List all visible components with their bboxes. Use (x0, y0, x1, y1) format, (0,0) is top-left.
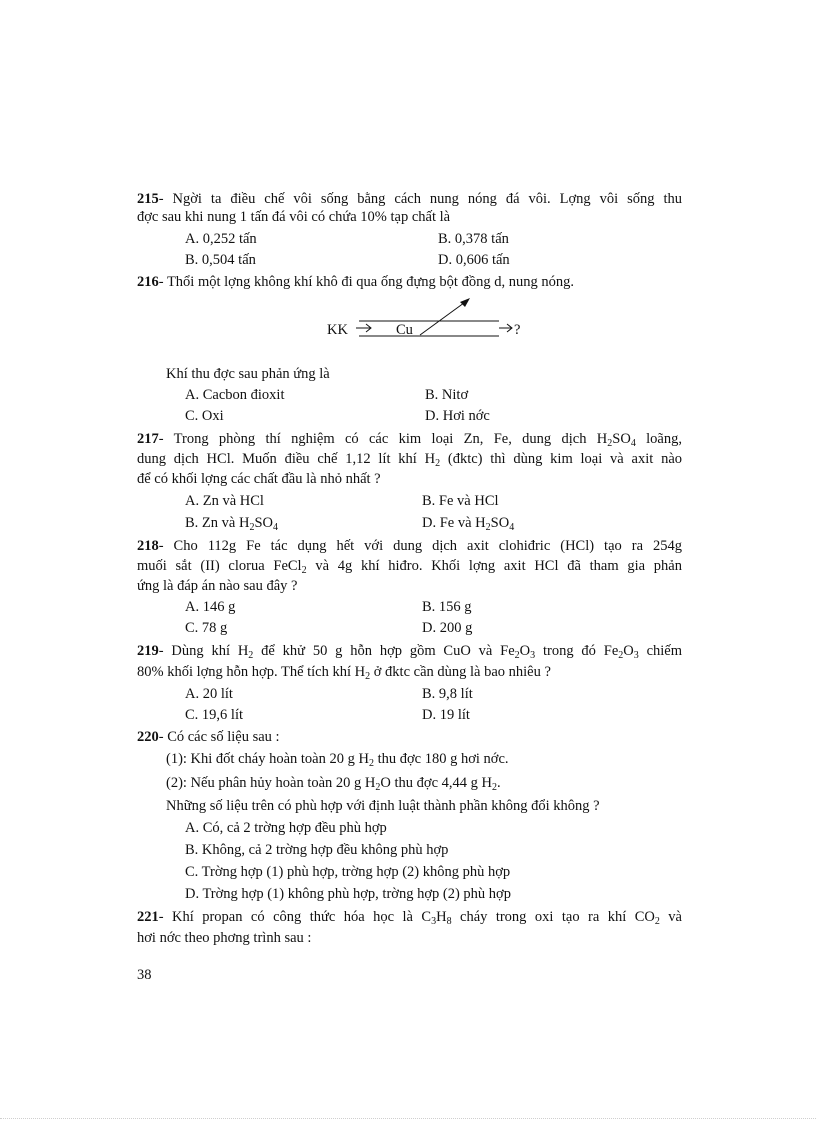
q221-text-1c: cháy trong oxi tạo ra khí CO (451, 909, 655, 925)
q219-option-a: A. 20 lít (185, 686, 233, 702)
q219-option-b: B. 9,8 lít (422, 686, 473, 702)
q220-s2-sub2: 2 (491, 782, 497, 793)
q219-sub-3: 3 (530, 650, 536, 661)
q220-statement-1 (166, 749, 509, 774)
q215-text-1: - Ngời ta điều chế vôi sống bằng cách nung nóng đá vôi. Lợng vôi sống thu (158, 191, 682, 207)
q216-option-d: D. Hơi nớc (425, 408, 490, 424)
bottom-dotted-border (0, 1118, 816, 1120)
q217-opt-d-a: D. Fe và H (422, 515, 486, 531)
q219-text-1f: chiếm (638, 643, 683, 659)
q215-option-a: A. 0,252 tấn (185, 231, 257, 247)
diagram-result-label: ? (514, 322, 521, 338)
q219-text-1e: O (623, 643, 634, 659)
q220-option-d: D. Trờng hợp (1) không phù hợp, trờng hợp (2) phù hợp (185, 886, 511, 902)
q219-text-1c: O (519, 643, 531, 659)
q219-text-1d: trong đó Fe (535, 643, 619, 659)
q220-statement-2 (166, 773, 501, 798)
q218-sub-1: 2 (301, 565, 307, 576)
q219-option-d: D. 19 lít (422, 707, 470, 723)
q220-question: Những số liệu trên có phù hợp với định luật thành phần không đổi không ? (166, 798, 600, 814)
q216-option-a: A. Cacbon đioxit (185, 387, 285, 403)
q220-number: 220 (137, 729, 159, 745)
q219-sub-1: 2 (248, 650, 254, 661)
tube-diagram-svg (325, 295, 535, 345)
q219-option-c: C. 19,6 lít (185, 707, 244, 723)
q221-sub-2: 8 (446, 916, 452, 927)
reaction-tube-diagram (325, 295, 535, 345)
q217-line3: để có khối lợng các chất đầu là nhỏ nhất ? (137, 471, 381, 487)
q219-number: 219 (137, 643, 159, 659)
q221-number: 221 (137, 909, 159, 925)
q217-opt-c-a: B. Zn và H (185, 515, 250, 531)
q217-text-1b: SO (612, 431, 631, 447)
q216-text-1: - Thổi một lợng không khí khô đi qua ống đựng bột đồng d, nung nóng. (158, 274, 574, 290)
q219-text-1b: để khử 50 g hỗn hợp gồm CuO và Fe (253, 643, 515, 659)
q217-option-d (422, 513, 514, 538)
q220-option-b: B. Không, cả 2 trờng hợp đều không phù hợp (185, 842, 449, 858)
q217-option-b: B. Fe và HCl (422, 493, 499, 509)
q220-option-c: C. Trờng hợp (1) phù hợp, trờng hợp (2) không phù hợp (185, 864, 511, 880)
q218-text-1: - Cho 112g Fe tác dụng hết với dung dịch axit clohiđric (HCl) tạo ra 254g (158, 538, 682, 554)
q216-option-c: C. Oxi (185, 408, 224, 424)
q216-prompt: Khí thu đợc sau phản ứng là (166, 366, 330, 382)
q220-s2-c: . (496, 775, 501, 791)
q219-text-2a: 80% khối lợng hỗn hợp. Thể tích khí H (137, 664, 366, 680)
q217-opt-c-b: SO (254, 515, 273, 531)
heating-arrowhead-icon (460, 298, 470, 307)
q218-line3: ứng là đáp án nào sau đây ? (137, 578, 298, 594)
q218-text-2b: và 4g khí hiđro. Khối lợng axit HCl đã tham gia phản (306, 558, 682, 574)
q219-text-2b: ở đktc cần dùng là bao nhiêu ? (370, 664, 551, 680)
q219-sub-2: 2 (514, 650, 520, 661)
q221-text-1d: và (659, 909, 682, 925)
q217-text-2b: (đktc) thì dùng kim loại và axit nào (440, 451, 683, 467)
q215-line2: đợc sau khi nung 1 tấn đá vôi có chứa 10% tạp chất là (137, 209, 451, 225)
q218-option-b: B. 156 g (422, 599, 472, 615)
q216-number: 216 (137, 274, 159, 290)
q218-line1 (137, 536, 682, 557)
q217-sub-3: 2 (435, 458, 441, 469)
q220-line1 (137, 727, 682, 748)
q218-option-d: D. 200 g (422, 620, 473, 636)
q220-s2-a: (2): Nếu phân hủy hoàn toàn 20 g H (166, 775, 376, 791)
q215-option-d: D. 0,606 tấn (438, 252, 510, 268)
diagram-cu-label: Cu (396, 322, 413, 338)
q217-sub-1: 2 (607, 438, 613, 449)
q217-opt-d-sub2: 4 (509, 522, 515, 533)
q217-text-2a: dung dịch HCl. Muốn điều chế 1,12 lít khí H (137, 451, 436, 467)
q217-opt-c-sub: 2 (249, 522, 255, 533)
q220-option-a: A. Có, cả 2 trờng hợp đều phù hợp (185, 820, 387, 836)
q221-line2: hơi nớc theo phơng trình sau : (137, 930, 312, 946)
q217-text-1c: loãng, (635, 431, 682, 447)
heating-arrow-icon (420, 300, 468, 335)
diagram-kk-label: KK (327, 322, 348, 338)
q215-number: 215 (137, 191, 159, 207)
q217-text-1a: - Trong phòng thí nghiệm có các kim loại Zn, Fe, dung dịch H (158, 431, 608, 447)
q220-text-1: - Có các số liệu sau : (158, 729, 280, 745)
q219-text-1a: - Dùng khí H (158, 643, 249, 659)
q220-s1-sub: 2 (368, 758, 374, 769)
q220-s1-a: (1): Khi đốt cháy hoàn toàn 20 g H (166, 751, 369, 767)
q220-s1-b: thu đợc 180 g hơi nớc. (373, 751, 509, 767)
q215-option-b: B. 0,378 tấn (438, 231, 509, 247)
q221-text-1b: H (436, 909, 447, 925)
q217-opt-c-sub2: 4 (272, 522, 278, 533)
q217-opt-d-b: SO (490, 515, 510, 531)
q220-s2-b: O thu đợc 4,44 g H (380, 775, 492, 791)
q219-sub-6: 2 (365, 671, 371, 682)
q221-text-1a: - Khí propan có công thức hóa học là C (158, 909, 432, 925)
q216-line1 (137, 272, 682, 293)
q221-sub-3: 2 (654, 916, 660, 927)
q221-sub-1: 3 (431, 916, 437, 927)
q218-text-2a: muối sắt (II) clorua FeCl (137, 558, 302, 574)
q217-number: 217 (137, 431, 159, 447)
q217-opt-d-sub: 2 (485, 522, 491, 533)
q218-number: 218 (137, 538, 159, 554)
q219-sub-4: 2 (618, 650, 624, 661)
q216-option-b: B. Nitơ (425, 387, 469, 403)
q217-option-c (185, 513, 278, 538)
q218-option-c: C. 78 g (185, 620, 228, 636)
q217-sub-2: 4 (630, 438, 636, 449)
page-number: 38 (137, 967, 152, 983)
q218-option-a: A. 146 g (185, 599, 236, 615)
q220-s2-sub: 2 (375, 782, 381, 793)
q215-option-c: B. 0,504 tấn (185, 252, 256, 268)
q219-sub-5: 3 (633, 650, 639, 661)
q217-option-a: A. Zn và HCl (185, 493, 264, 509)
